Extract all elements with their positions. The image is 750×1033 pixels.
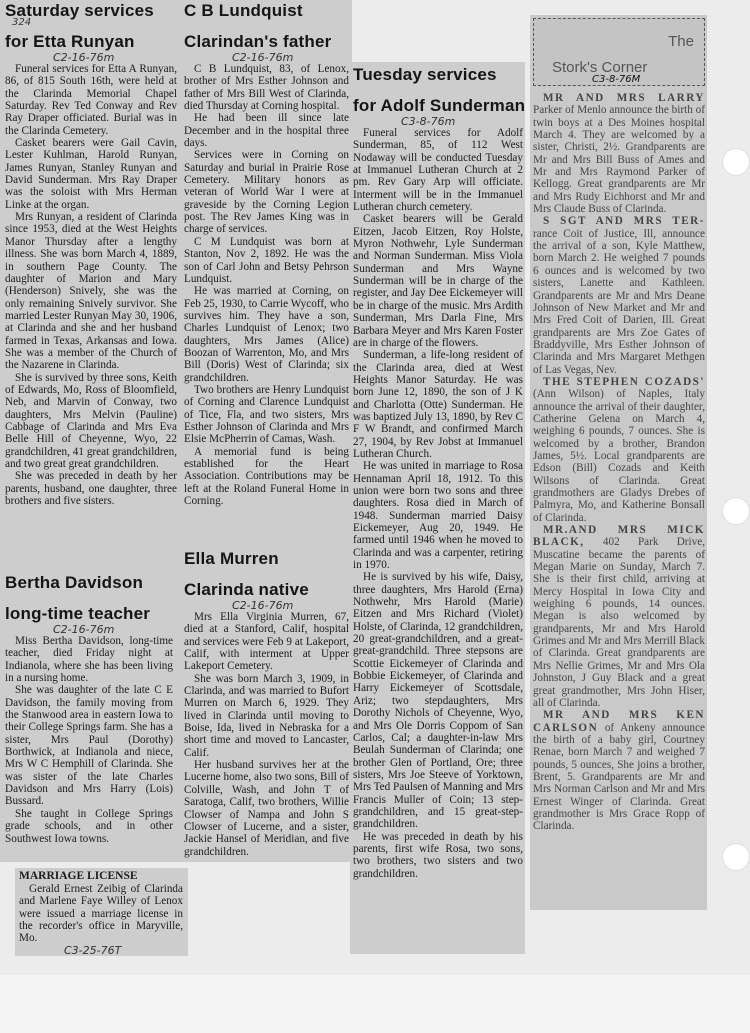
birth-announcement bbox=[533, 709, 705, 832]
paragraph: She taught in College Springs grade schools, and in other Southwest Iowa towns. bbox=[5, 807, 173, 845]
date-note: C2-16-76m bbox=[232, 599, 294, 612]
punch-hole bbox=[722, 497, 750, 525]
paragraph: C M Lundquist was born at Stanton, Nov 2, 1892. He was the son of Carl John and Betsy Pehrson Lundquist. bbox=[184, 235, 349, 285]
date-note: C2-16-76m bbox=[53, 51, 115, 64]
announcement-text: 402 Park Drive, Muscatine became the parents of Megan Marie on Sunday, March 7. She is their first child, arriving at Mercy Hospital in Iowa City and weighing 6 pounds, 14 ounces. Megan is also welcomed by grandparents, Mr and Mrs Harold Grimes and Mr and Mrs Merrill Black of Clarinda. Great grandparents are Mrs Nellie Grimes, Mr and Mrs Ola Johnston, J Guy Black and a great great grandmother, Mrs John Hiser, all of Clarinda. bbox=[533, 536, 705, 709]
birth-announcement bbox=[533, 215, 705, 375]
paragraph: Casket bearers were Gail Cavin, Lester Kuhlman, Harold Runyan, James Runyan, Stanley Runyan and David Sunderman. Mrs Ray Draper was the soloist with Mrs Herman Linke at the organ. bbox=[5, 137, 177, 211]
birth-announcement bbox=[533, 376, 705, 524]
announcement-lead: MR AND MRS LARRY bbox=[543, 92, 705, 104]
paragraph: Two brothers are Henry Lundquist of Corning and Clarence Lundquist of Tice, Fla, and two sisters, Mrs Esther Johnson of Clarinda and Mrs Elsie McPherrin of Camas, Wash. bbox=[184, 383, 349, 446]
paragraph: She was born March 3, 1909, in Clarinda, and was married to Bufort Murren on March 6, 1929. They lived in Clarinda until moving to Boise, Ida, lived in Nebraska for a short time and moved to Lancaster, Calif. bbox=[184, 672, 349, 759]
paragraph: She was preceded in death by her parents, husband, one daughter, three brothers and five sisters. bbox=[5, 470, 177, 508]
paragraph: He was united in marriage to Rosa Hennaman April 18, 1912. To this union were born two sons and three daughters. Rosa died in March of 1948. Sunderman married Daisy Eickemeyer, Aug 20, 1949. He farmed until 1946 when he moved to Clarinda and was a carpenter, retiring in 1970. bbox=[353, 460, 523, 572]
article-adolf-sunderman bbox=[353, 64, 526, 880]
headline: Tuesday services bbox=[353, 65, 497, 84]
article-cb-lundquist bbox=[184, 0, 349, 507]
date-note: C2-16-76m bbox=[232, 51, 294, 64]
marriage-license-body: Gerald Ernest Zeibig of Clarinda and Marlene Faye Willey of Lenox were issued a marriage license in the recorder's office in Maryville, Mo. bbox=[19, 883, 183, 945]
paragraph: Sunderman, a life-long resident of the Clarinda area, died at West Heights Manor Saturday. He was born June 12, 1890, the son of J K and Charlotta (Otte) Sunderman. He was baptized July 13, 1890, by Rev C F W Brandt, and confirmed March 27, 1904, by Rev Jobst at Immanuel Lutheran Church. bbox=[353, 349, 523, 460]
punch-hole bbox=[722, 148, 750, 176]
date-note: C2-16-76m bbox=[53, 623, 115, 636]
date-note: C3-8-76M bbox=[592, 74, 641, 85]
paragraph: He was married at Corning, on Feb 25, 1930, to Carrie Wycoff, who survives him. They have a son, Charles Lundquist of Lenox; two daughters, Mrs James (Alice) Boozan of Warrenton, Mo, and Mrs Bill (Doris) West of Clarinda; six grandchildren. bbox=[184, 285, 349, 384]
paragraph: Mrs Runyan, a resident of Clarinda since 1953, died at the West Heights Manor Thursday after a lengthy illness. She was born March 4, 1889, in southern Page County. The daughter of Marion and Mary (Henderson) Snively, she was the only remaining Snively survivor. She married Lester Runyan May 30, 1906, at Clarinda and she and her husband farmed in Texas, Arkansas and Iowa. She was a member of the Church of the Nazarene in Clarinda. bbox=[5, 211, 177, 372]
headline: Bertha Davidson bbox=[5, 573, 144, 592]
headline: long-time teacher bbox=[5, 604, 151, 623]
page-number-note: 324 bbox=[12, 17, 32, 28]
announcement-text: rance Coit of Justice, Ill, announce the arrival of a son, Kyle Matthew, born March 2. He weighed 7 pounds 6 ounces and is welcomed by two sisters, Lanette and Kathleen. Grandparents are Mr and Mrs Deane Johnson of New Market and Mr and Mrs Fred Coit of Darien, Ill. Great grandparents are Mrs Zoe Gates of Braddyville, Mrs Esther Johnson of Clarinda and Mrs Margaret Methgen of Las Vegas, Nev. bbox=[533, 227, 705, 376]
headline: for Adolf Sunderman bbox=[353, 96, 526, 115]
announcement-text: (Ann Wilson) of Naples, Italy announce the arrival of their daughter, Catherine Gelena on March 4, weighing 6 pounds, 7 ounces. She is welcomed by a brother, Brandon James, 5½. Local grandparents are Edson (Bill) Cozads and Keith Wilsons of Clarinda. Great grandmothers are Gladys Drebes of Palmyra, Mo, and Katherine Bonsall of Clarinda. bbox=[533, 388, 705, 524]
announcement-lead: MR AND MRS KEN CARLSON bbox=[533, 709, 705, 734]
paragraph: Her husband survives her at the Lucerne home, also two sons, Bill of Colville, Wash, and John T of Saratoga, Calif, two brothers, Willie Clowser of Nampa and John S Clowser of Lucerne, and a sister, Jackie Hansel of Meridian, and five grandchildren. bbox=[184, 759, 349, 858]
headline: Saturday services bbox=[5, 1, 154, 20]
stork-corner bbox=[533, 18, 705, 833]
marriage-license-title: MARRIAGE LICENSE bbox=[19, 870, 138, 882]
headline: Clarinda native bbox=[184, 580, 309, 599]
headline: C B Lundquist bbox=[184, 1, 303, 20]
birth-announcement bbox=[533, 524, 705, 709]
announcement-text: Parker of Menlo announce the birth of twin boys at a Des Moines hospital March 4. They are welcomed by a sister, Christi, 2½. Grandparents are Mr and Mrs Bill Buss of Ames and Mr and Mrs Raymond Parker of Kellogg. Great grandparents are Mr and Mrs Rudy Eichhorst and Mr and Mrs Claude Buss of Clarinda. bbox=[533, 104, 705, 216]
article-etta-runyan bbox=[5, 0, 177, 507]
stork-corner-title-1: The bbox=[668, 33, 694, 50]
headline: Ella Murren bbox=[184, 549, 279, 568]
paragraph: Mrs Ella Virginia Murren, 67, died at a Stanford, Calif, hospital and services were Feb 9 at Lakeport, Calif, with interment at Upper Lakeport Cemetery. bbox=[184, 611, 349, 673]
stork-corner-header bbox=[533, 18, 705, 86]
article-bertha-davidson bbox=[5, 572, 173, 845]
headline: Clarindan's father bbox=[184, 32, 332, 51]
paragraph: He was preceded in death by his parents, first wife Rosa, two sons, two brothers, two sisters and two grandchildren. bbox=[353, 830, 523, 880]
announcement-lead: S SGT AND MRS TER- bbox=[543, 215, 705, 228]
announcement-text: of Ankeny announce the birth of a baby girl, Courtney Renae, born March 7 and weighed 7 pounds, 5 ounces, She joins a brother, Brent, 5. Grandparents are Mr and Mrs Norman Carlson and Mr and Mrs Ernest Winger of Clarinda. Great grandmother is Mrs Grace Ropp of Clarinda. bbox=[533, 721, 705, 833]
stork-corner-title-2: Stork's Corner bbox=[552, 59, 648, 76]
paragraph: Casket bearers will be Gerald Eitzen, Jacob Eitzen, Roy Holste, Myron Nothwehr, Lyle Sunderman and Norman Sunderman. Miss Viola Sunderman and Mrs Wayne Sunderman will be in charge of the register, and Jay Dee Eickemeyer will be in charge of the music. Mrs Ardith Sunderman, Mrs Darla Fine, Mrs Barbara Meyer and Mrs Karen Foster are in charge of the flowers. bbox=[353, 213, 523, 349]
article-ella-murren bbox=[184, 548, 349, 858]
date-note: C3-8-76m bbox=[401, 115, 456, 128]
paragraph: A memorial fund is being established for the Heart Association. Contributions may be left at the Roland Funeral Home in Corning. bbox=[184, 445, 349, 508]
announcement-lead: MR.AND MRS MICK BLACK, bbox=[533, 524, 705, 549]
headline: for Etta Runyan bbox=[5, 32, 135, 51]
paragraph: He is survived by his wife, Daisy, three daughters, Mrs Harold (Erna) Nothwehr, Mrs Harold (Marie) Eitzen and Mrs Richard (Violet) Holste, of Clarinda, 12 grandchildren, 20 great-grandchildren, and a great-great-grandchild. Three stepsons are Scottie Eickemeyer of Clarinda and Bobbie Eickemeyer, of Clarinda and Harry Eickemeyer of Scottsdale, Ariz; two stepdaughters, Mrs Dorothy Nichols of Cheyenne, Wyo, and Mrs Ole Dorris Coppom of San Carlos, Cal; a daughter-in-law Mrs Beulah Sunderman of Clarinda; one brother Glen of Portland, Ore; three sisters, Mrs Joe Steeve of Yorktown, Mrs Ted Paulsen of Manning and Mrs Francis Muller of Coin; 13 step-grandchildren, and 15 great-step-grandchildren. bbox=[353, 571, 523, 831]
paragraph: C B Lundquist, 83, of Lenox, brother of Mrs Esther Johnson and father of Mrs Bill West of Clarinda, died Thursday at Corning hospital. bbox=[184, 63, 349, 113]
punch-hole bbox=[722, 843, 750, 871]
paragraph: He had been ill since late December and in the hospital three days. bbox=[184, 112, 349, 150]
paragraph: Miss Bertha Davidson, long-time teacher, died Friday night at Indianola, where she has been living in a nursing home. bbox=[5, 635, 173, 685]
announcement-lead: THE STEPHEN COZADS' bbox=[543, 375, 705, 388]
paragraph: She was daughter of the late C E Davidson, the family moving from the Stanwood area in eastern Iowa to their College Springs farm. She has a sister, Mrs Paul (Dorothy) Borthwick, at Indianola and niece, Mrs W C Hemphill of Clarinda. She was sister of the late Charles Davidson and Mrs Harry (Lois) Bussard. bbox=[5, 684, 173, 808]
birth-announcement bbox=[533, 92, 705, 215]
paragraph: Funeral services for Adolf Sunderman, 85, of 112 West Nodaway will be conducted Tuesday at Immanuel Lutheran Church at 2 pm. Rev Gary Arp will officiate. Interment will be in the Immanuel Lutheran church cemetery. bbox=[353, 127, 523, 214]
paragraph: She is survived by three sons, Keith of Edwards, Mo, Ross of Bloomfield, Neb, and Marvin of Conway, two daughters, Mrs Melvin (Pauline) Cabbage of Clarinda and Mrs Eva Belle Hill of Cheyenne, Wyo, 22 grandchildren, 41 great grandchildren, and two great great grandchildren. bbox=[5, 371, 177, 470]
paragraph: Funeral services for Etta A Runyan, 86, of 815 South 16th, were held at the Clarinda Memorial Chapel Saturday. Rev Ted Conway and Rev Ray Draper officiated. Burial was in the Clarinda Cemetery. bbox=[5, 63, 177, 137]
date-note: C3-25-76T bbox=[64, 943, 122, 957]
paragraph: Services were in Corning on Saturday and burial in Prairie Rose Cemetery. Military honors as veteran of World War I were at graveside by the Corning Legion post. The Rev James King was in charge of services. bbox=[184, 149, 349, 236]
marriage-license bbox=[19, 870, 183, 956]
